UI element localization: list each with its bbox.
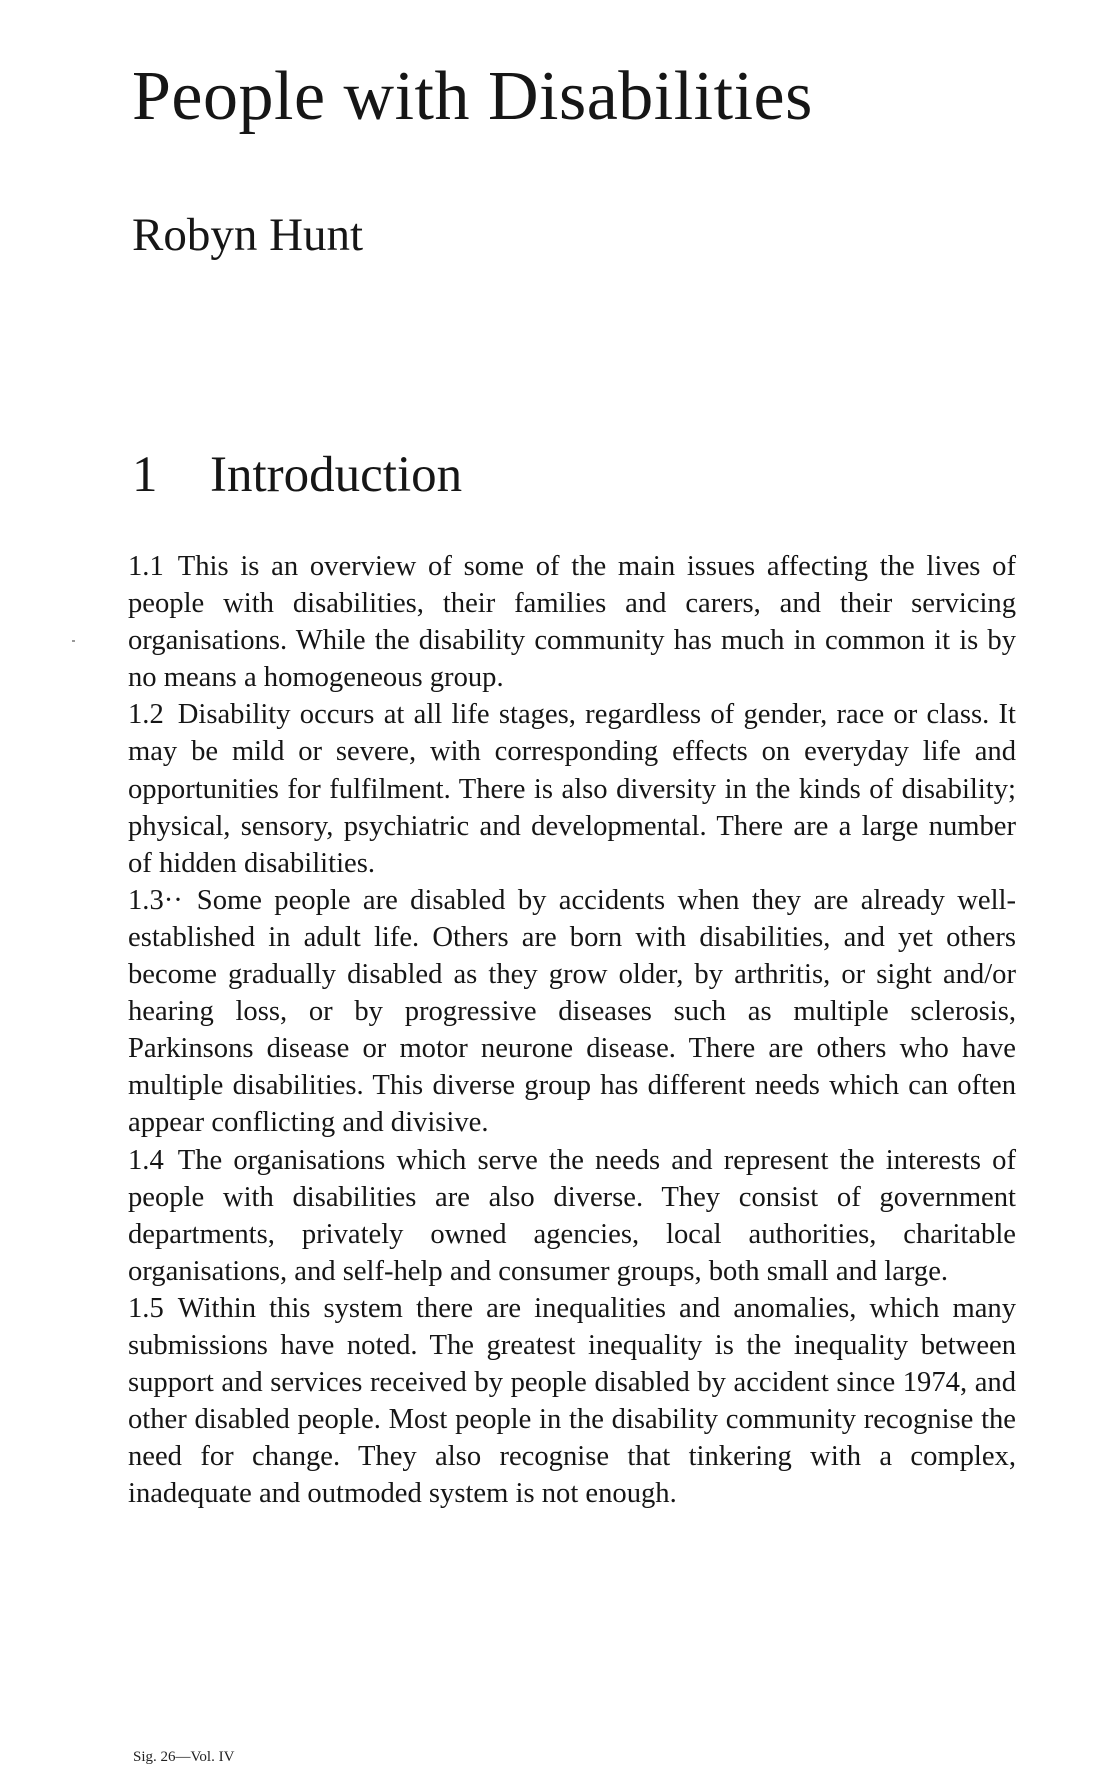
section-number: 1 <box>132 447 158 503</box>
paragraph-1-5 <box>128 1290 1016 1513</box>
paragraph-text: Disability occurs at all life stages, regardless of gender, race or class. It may be mild or severe, with corresponding effects on everyday life and opportunities for fulfilment. There is also diversity in the kinds of disability; physical, sensory, psychiatric and developmental. There are a large number of hidden disabilities. <box>128 699 1016 879</box>
paragraph-1-1 <box>128 548 1016 696</box>
paragraph-text: The organisations which serve the needs and represent the interests of people with disabilities are also diverse. They consist of government departments, privately owned agencies, local authorities, charitable organisations, and self-help and consumer groups, both small and large. <box>128 1144 1016 1287</box>
paragraph-text: Some people are disabled by accidents when they are already well-established in adult life. Others are born with disabilities, and yet others become gradually disabled as they grow older, by arthritis, or sight and/or hearing loss, or by progressive diseases such as multiple sclerosis, Parkinsons disease or motor neurone disease. There are others who have multiple disabilities. This diverse group has different needs which can often appear conflicting and divisive. <box>128 884 1016 1139</box>
paragraph-1-4 <box>128 1142 1016 1290</box>
paragraph-1-3 <box>128 882 1016 1142</box>
margin-mark <box>72 640 75 642</box>
author-name: Robyn Hunt <box>132 209 364 261</box>
page-footer-signature: Sig. 26—Vol. IV <box>133 1749 235 1765</box>
section-heading <box>132 445 462 506</box>
paragraph-text: This is an overview of some of the main issues affecting the lives of people with disabilities, their families and carers, and their servicing organisations. While the disability community has much in common it is by no means a homogeneous group. <box>128 551 1016 694</box>
paragraph-number: 1.2 <box>128 699 164 731</box>
paragraph-number: 1.4 <box>128 1144 164 1176</box>
section-title: Introduction <box>210 447 463 503</box>
body-text <box>128 548 1016 1512</box>
paragraph-number: 1.5 <box>128 1292 164 1324</box>
document-title: People with Disabilities <box>132 58 813 135</box>
paragraph-1-2 <box>128 696 1016 881</box>
paragraph-number: 1.1 <box>128 551 164 582</box>
paragraph-number: 1.3·· <box>128 884 183 916</box>
paragraph-text: Within this system there are inequalities and anomalies, which many submissions have noted. The greatest inequality is the inequality between support and services received by people disabled by accident since 1974, and other disabled people. Most people in the disability community recognise the need for change. They also recognise that tinkering with a complex, inadequate and outmoded system is not enough. <box>128 1292 1016 1510</box>
